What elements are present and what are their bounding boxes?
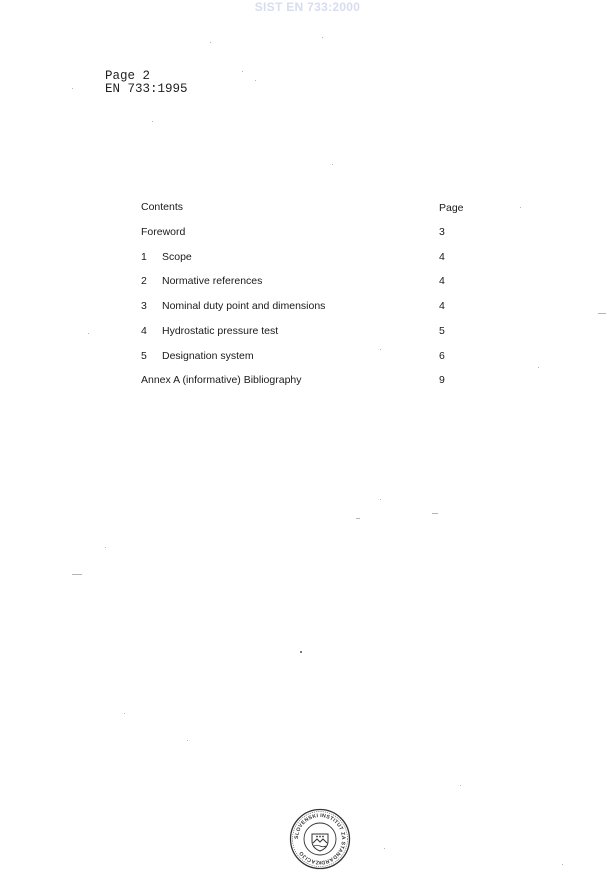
contents-heading: Contents	[141, 201, 184, 213]
toc-entry-page: 3	[439, 226, 445, 238]
standard-number-line: EN 733:1995	[105, 82, 188, 96]
watermark: SIST EN 733:2000	[254, 0, 361, 14]
toc-entry-designation-system[interactable]	[141, 350, 471, 366]
toc-entry-number: 2	[141, 275, 147, 287]
toc-entry-page: 6	[439, 350, 445, 362]
toc-entry-page: 5	[439, 325, 445, 337]
toc-entry-normative-references[interactable]	[141, 275, 471, 291]
toc-entry-nominal-duty-point[interactable]	[141, 300, 471, 316]
toc-entry-page: 4	[439, 275, 445, 287]
toc-entry-hydrostatic-test[interactable]	[141, 325, 471, 341]
toc-entry-title: Hydrostatic pressure test	[162, 325, 279, 337]
toc-entry-page: 4	[439, 251, 445, 263]
page-number-line: Page 2	[105, 69, 151, 83]
toc-entry-number: 3	[141, 300, 147, 312]
toc-entry-page: 4	[439, 300, 445, 312]
toc-entry-title: Normative references	[162, 275, 263, 287]
toc-entry-foreword[interactable]	[141, 226, 471, 242]
toc-entry-title: Annex A (informative) Bibliography	[141, 374, 302, 386]
toc-entry-title: Foreword	[141, 226, 186, 238]
toc-entry-annex-a[interactable]	[141, 374, 471, 390]
toc-entry-number: 5	[141, 350, 147, 362]
toc-entry-title: Nominal duty point and dimensions	[162, 300, 326, 312]
toc-entry-page: 9	[439, 374, 445, 386]
seal-graphic	[289, 808, 351, 870]
stamp-seal-icon	[289, 808, 351, 870]
toc-entry-scope[interactable]	[141, 251, 471, 267]
seal-inscription: SLOVENSKI INSTITUT ZA STANDARDIZACIJO	[293, 812, 347, 866]
toc-entry-title: Scope	[162, 251, 192, 263]
toc-entry-number: 4	[141, 325, 147, 337]
page-column-heading: Page	[439, 202, 464, 214]
toc-entry-title: Designation system	[162, 350, 254, 362]
toc-entry-number: 1	[141, 251, 147, 263]
